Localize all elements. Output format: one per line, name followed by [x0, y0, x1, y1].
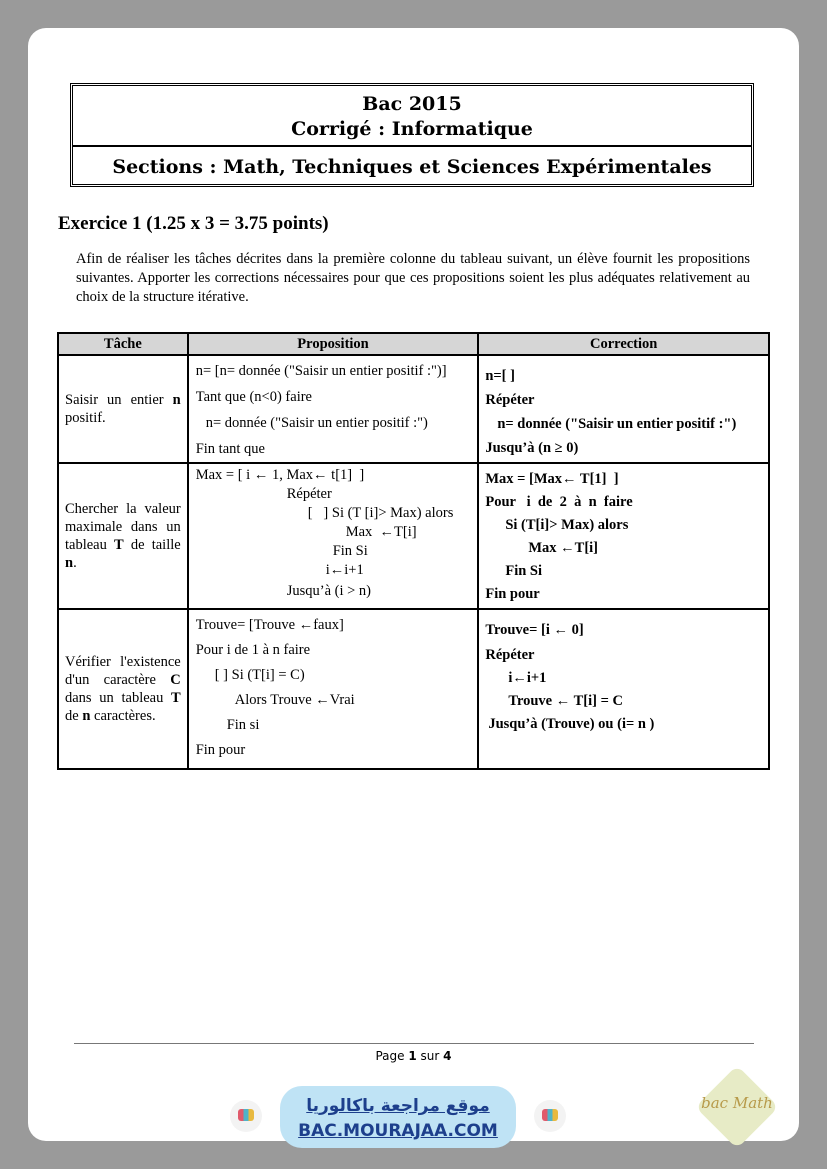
- site-logo-icon: [230, 1100, 262, 1132]
- banner-arabic-text: موقع مراجعة باكالوريا: [306, 1096, 490, 1116]
- correction-table: [57, 332, 770, 770]
- banner-url: BAC.MOURAJAA.COM: [298, 1121, 498, 1141]
- page-number: Page 1 sur 4: [375, 1049, 452, 1063]
- header-task: Tâche: [58, 333, 188, 355]
- site-logo-icon: [534, 1100, 566, 1132]
- footer-divider: [74, 1043, 754, 1044]
- table-row: [58, 355, 769, 463]
- task-cell: Chercher la valeur maximale dans un tableau T de taille n.: [58, 463, 188, 609]
- exam-sections: Sections : Math, Techniques et Sciences Expérimentales: [112, 156, 712, 178]
- header-proposition: Proposition: [188, 333, 479, 355]
- correction-cell: Trouve= [i ← 0] Répéter i←i+1 Trouve ← T[i] = C Jusqu’à (Trouve) ou (i= n ): [478, 609, 769, 769]
- bacmath-logo-text: bac Math: [701, 1094, 773, 1112]
- table-header-row: [58, 333, 769, 355]
- correction-cell: n=[ ] Répéter n= donnée ("Saisir un entier positif :") Jusqu’à (n ≥ 0): [478, 355, 769, 463]
- exercise-title: Exercice 1 (1.25 x 3 = 3.75 points): [58, 213, 329, 234]
- exercise-intro: Afin de réaliser les tâches décrites dans la première colonne du tableau suivant, un élève fournit les propositions suivantes. Apporter les corrections nécessaires pour que ces propositions soient les plus adéquates relativement au choix de la structure itérative.: [76, 251, 750, 305]
- task-cell: Saisir un entier n positif.: [58, 355, 188, 463]
- document-page: [28, 28, 799, 1141]
- proposition-cell: n= [n= donnée ("Saisir un entier positif :")] Tant que (n<0) faire n= donnée ("Saisir un entier positif :") Fin tant que: [188, 355, 479, 463]
- correction-cell: Max = [Max← T[1] ] Pour i de 2 à n faire Si (T[i]> Max) alors Max ←T[i] Fin Si Fin pour: [478, 463, 769, 609]
- exam-subject: Corrigé : Informatique: [291, 118, 533, 140]
- site-banner-link[interactable]: [280, 1086, 516, 1148]
- proposition-cell: Trouve= [Trouve ←faux] Pour i de 1 à n faire [ ] Si (T[i] = C) Alors Trouve ←Vrai Fin si Fin pour: [188, 609, 479, 769]
- header-correction: Correction: [478, 333, 769, 355]
- exam-header: [70, 83, 754, 187]
- task-cell: Vérifier l'existence d'un caractère C dans un tableau T de n caractères.: [58, 609, 188, 769]
- exam-year: Bac 2015: [362, 93, 462, 115]
- table-row: [58, 463, 769, 609]
- table-row: [58, 609, 769, 769]
- proposition-cell: Max = [ i ← 1, Max← t[1] ] Répéter [ ] Si (T [i]> Max) alors Max ←T[i] Fin Si i←i+1 Jusqu’à (i > n): [188, 463, 479, 609]
